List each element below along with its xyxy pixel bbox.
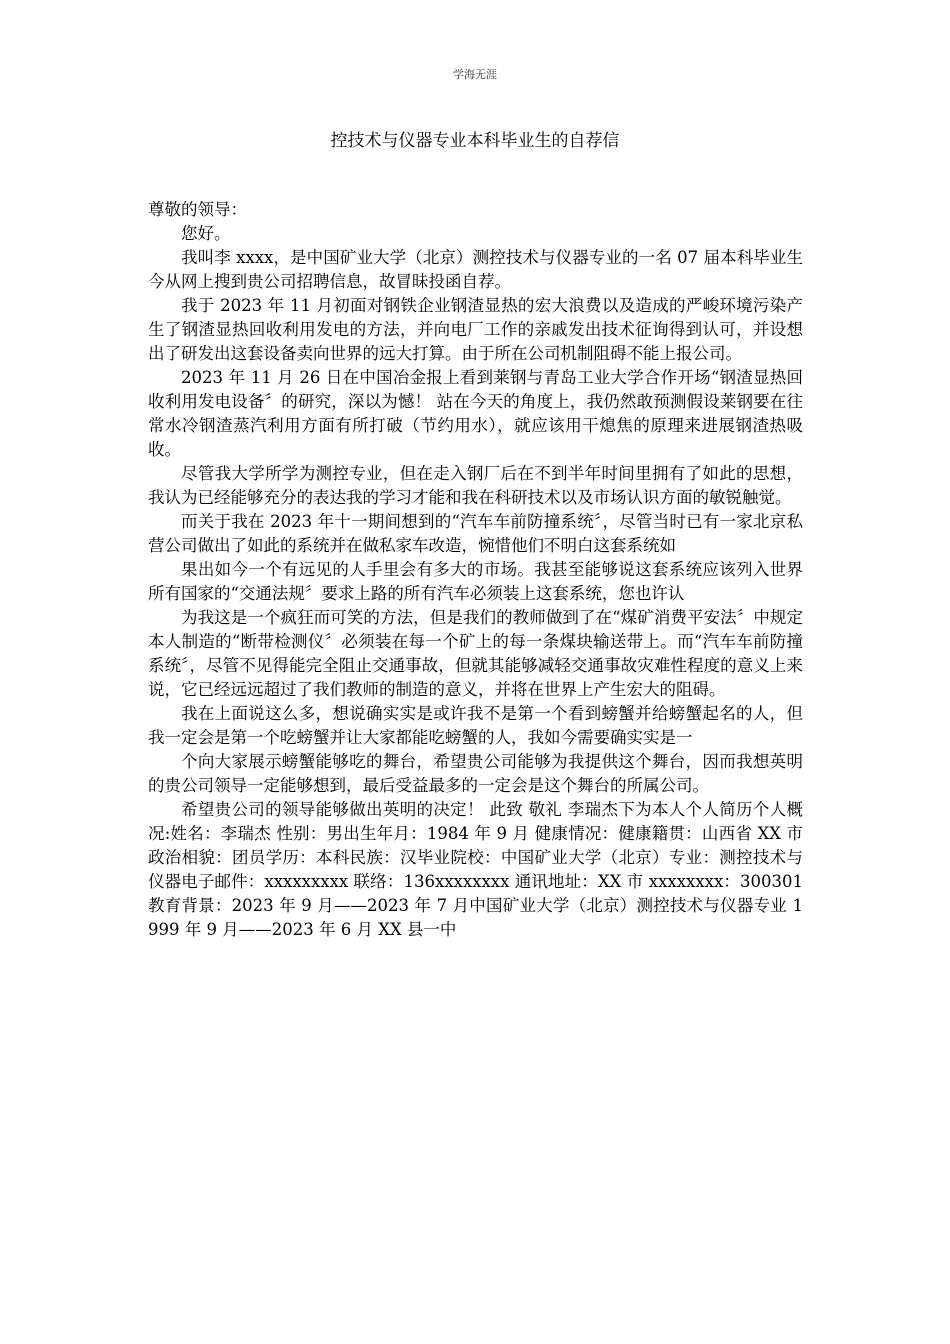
paragraph-teacher: 为我这是一个疯狂而可笑的方法，但是我们的教师做到了在“煤矿消费平安法〞中规定本人制造的“断带检测仪〞必须装在每一个矿上的每一条煤块输送带上。而“汽车车前防撞系统〞，尽管不见得能完全阻止交通事故，但就其能够减轻交通事故灾难性程度的意义上来说，它已经远远超过了我们教师的制造的意义，并将在世界上产生宏大的阻碍。	[148, 608, 803, 699]
salutation: 尊敬的领导：	[148, 200, 247, 219]
paragraph-laiwu-steel: 2023 年 11 月 26 日在中国冶金报上看到莱钢与青岛工业大学合作开场“钢渣显热回收利用发电设备〞的研究，深以为憾！ 站在今天的角度上，我仍然敢预测假设莱钢要在往常水冷钢渣蒸汽利用方面有所打破（节约用水），就应该用干熄焦的原理来进展钢渣热吸收。	[148, 368, 803, 459]
document-title: 控技术与仪器专业本科毕业生的自荐信	[330, 131, 620, 151]
paragraph-slag-idea: 我于 2023 年 11 月初面对钢铁企业钢渣显热的宏大浪费以及造成的严峻环境污染产生了钢渣显热回收利用发电的方法，并向电厂工作的亲戚发出技术征询得到认可，并设想出了研发出这套设备卖向世界的远大打算。由于所在公司机制阻碍不能上报公司。	[148, 296, 803, 363]
paragraph-collision-system: 而关于我在 2023 年十一期间想到的“汽车车前防撞系统〞，尽管当时已有一家北京私营公司做出了如此的系统并在做私家车改造，惋惜他们不明白这套系统如	[148, 512, 803, 555]
paragraph-resume: 希望贵公司的领导能够做出英明的决定！ 此致 敬礼 李瑞杰下为本人个人简历个人概况:姓名：李瑞杰 性别：男出生年月：1984 年 9 月 健康情况：健康籍贯：山西省 XX 市 政治相貌：团员学历：本科民族：汉毕业院校：中国矿业大学（北京）专业：测控技术与仪器电子邮件：xxxxxxxxx 联络：136xxxxxxxx 通讯地址：XX 市 xxxxxxxx：300301 教育背景：2023 年 9 月——2023 年 7 月中国矿业大学（北京）测控技术与仪器专业 1999 年 9 月——2023 年 6 月 XX 县一中	[148, 800, 803, 939]
paragraph-greeting: 您好。	[181, 224, 231, 243]
paragraph-market: 果出如今一个有远见的人手里会有多大的市场。我甚至能够说这套系统应该列入世界所有国家的“交通法规〞要求上路的所有汽车必须装上这套系统，您也许认	[148, 560, 803, 603]
paragraph-stage: 个向大家展示螃蟹能够吃的舞台，希望贵公司能够为我提供这个舞台，因而我想英明的贵公司领导一定能够想到，最后受益最多的一定会是这个舞台的所属公司。	[148, 752, 803, 795]
letter-body	[148, 198, 803, 942]
paragraph-abilities: 尽管我大学所学为测控专业，但在走入钢厂后在不到半年时间里拥有了如此的思想，我认为已经能够充分的表达我的学习才能和我在科研技术以及市场认识方面的敏锐触觉。	[148, 464, 803, 507]
page-header: 学海无涯	[453, 68, 497, 81]
paragraph-introduction: 我叫李 xxxx，是中国矿业大学（北京）测控技术与仪器专业的一名 07 届本科毕业生今从网上搜到贵公司招聘信息，故冒昧投函自荐。	[148, 248, 803, 291]
paragraph-crab: 我在上面说这么多，想说确实实是或许我不是第一个看到螃蟹并给螃蟹起名的人，但我一定会是第一个吃螃蟹并让大家都能吃螃蟹的人，我如今需要确实实是一	[148, 704, 803, 747]
